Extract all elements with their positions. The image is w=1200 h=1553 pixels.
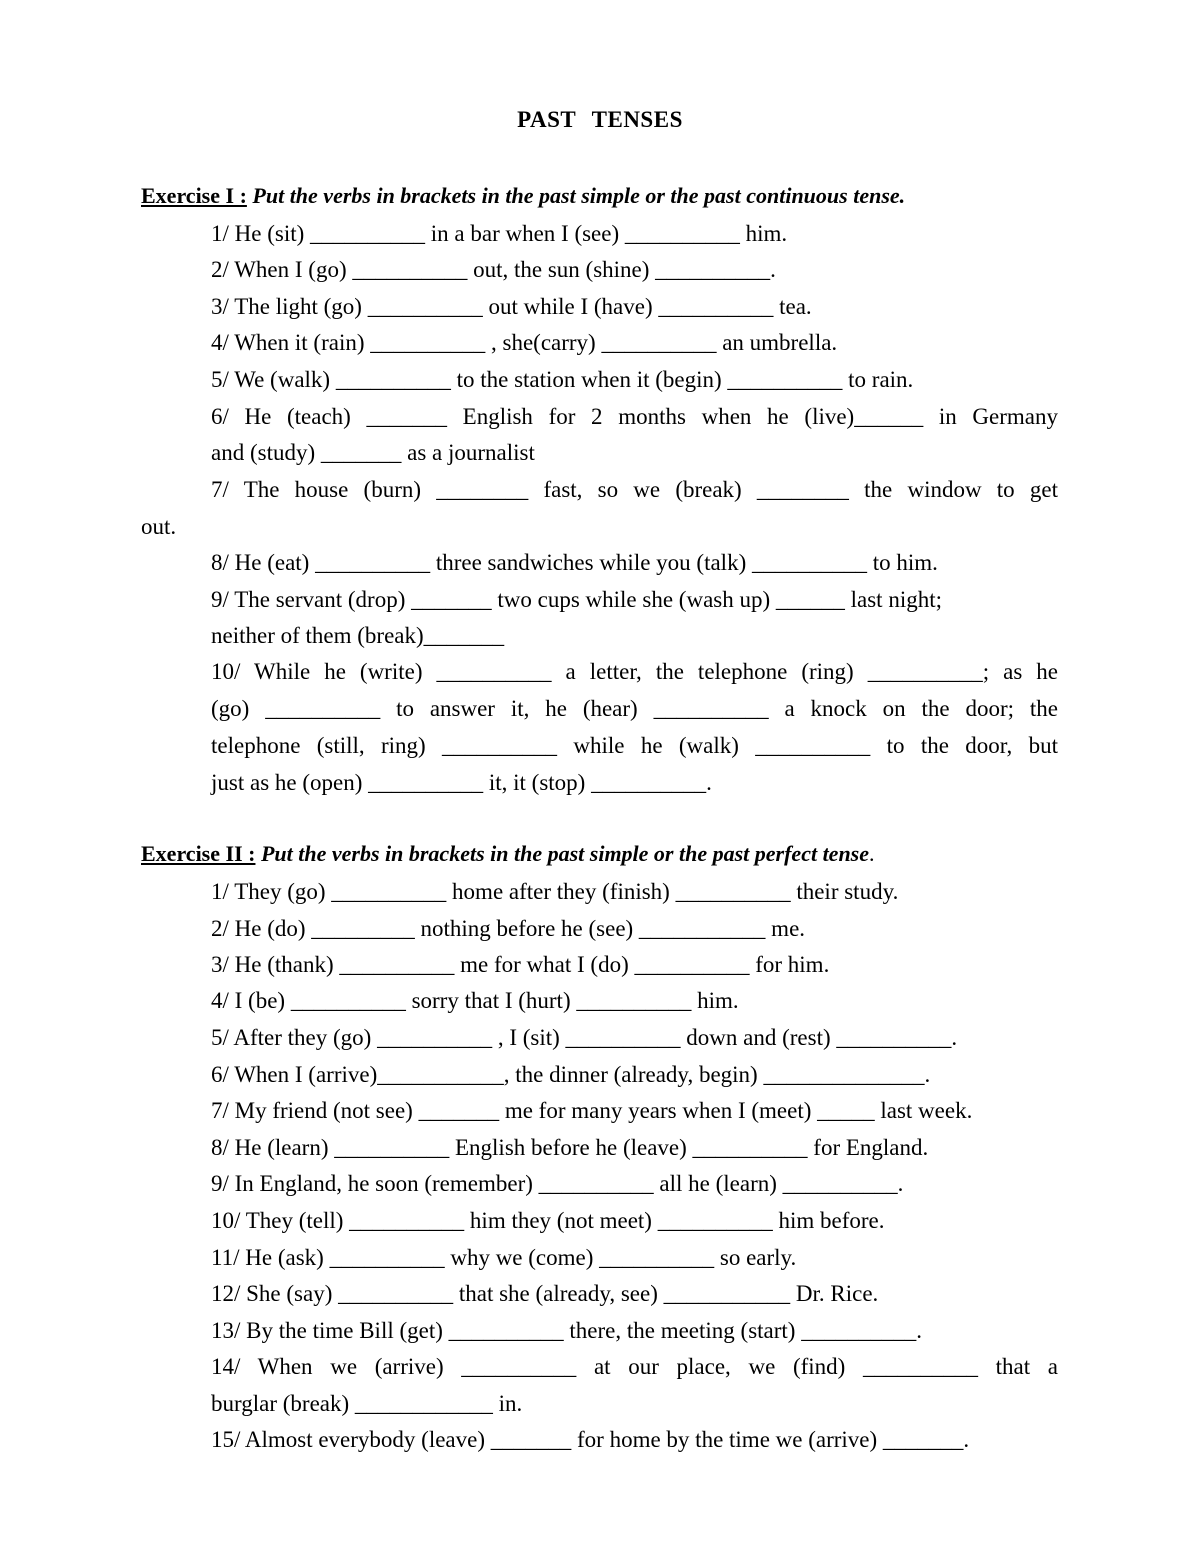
exercise-1-line: 5/ We (walk) __________ to the station when it (begin) __________ to rain. bbox=[211, 367, 914, 392]
exercise-2-line: 8/ He (learn) __________ English before he (leave) __________ for England. bbox=[211, 1135, 929, 1160]
exercise-1-line: and (study) _______ as a journalist bbox=[211, 440, 535, 465]
exercise-2-line: 2/ He (do) _________ nothing before he (see) ___________ me. bbox=[211, 916, 806, 941]
exercise-2-label: Exercise II : bbox=[141, 841, 256, 866]
exercise-2-line: 4/ I (be) __________ sorry that I (hurt) __________ him. bbox=[211, 988, 739, 1013]
exercise-1-line: 8/ He (eat) __________ three sandwiches while you (talk) __________ to him. bbox=[211, 550, 938, 575]
page-title: PAST TENSES bbox=[517, 107, 683, 132]
exercise-1-label: Exercise I : bbox=[141, 183, 247, 208]
exercise-1-line: 10/ While he (write) __________ a letter, the telephone (ring) __________; as he bbox=[211, 659, 1058, 684]
exercise-2-line: 13/ By the time Bill (get) __________ there, the meeting (start) __________. bbox=[211, 1318, 922, 1343]
exercise-2-line: 12/ She (say) __________ that she (already, see) ___________ Dr. Rice. bbox=[211, 1281, 879, 1306]
exercise-1-line: 6/ He (teach) _______ English for 2 months when he (live)______ in Germany bbox=[211, 404, 1058, 429]
exercise-2-line: 15/ Almost everybody (leave) _______ for home by the time we (arrive) _______. bbox=[211, 1427, 970, 1452]
exercise-2-line: 3/ He (thank) __________ me for what I (do) __________ for him. bbox=[211, 952, 830, 977]
exercise-1-line: 3/ The light (go) __________ out while I (have) __________ tea. bbox=[211, 294, 812, 319]
exercise-1-line: just as he (open) __________ it, it (stop) __________. bbox=[211, 770, 712, 795]
exercise-2-instruction-end: . bbox=[869, 841, 875, 866]
exercise-2-line: 14/ When we (arrive) __________ at our place, we (find) __________ that a bbox=[211, 1354, 1058, 1379]
exercise-1-line: neither of them (break)_______ bbox=[211, 623, 505, 648]
exercise-2-line: 9/ In England, he soon (remember) __________ all he (learn) __________. bbox=[211, 1171, 904, 1196]
exercise-2-line: 7/ My friend (not see) _______ me for many years when I (meet) _____ last week. bbox=[211, 1098, 973, 1123]
exercise-2-line: 5/ After they (go) __________ , I (sit) __________ down and (rest) __________. bbox=[211, 1025, 958, 1050]
exercise-1-instruction: Put the verbs in brackets in the past simple or the past continuous tense. bbox=[252, 183, 906, 208]
exercise-2-line: 10/ They (tell) __________ him they (not meet) __________ him before. bbox=[211, 1208, 885, 1233]
exercise-1-line: 7/ The house (burn) ________ fast, so we (break) ________ the window to get bbox=[211, 477, 1058, 502]
exercise-2-line: 1/ They (go) __________ home after they (finish) __________ their study. bbox=[211, 879, 899, 904]
exercise-1-line: out. bbox=[141, 514, 177, 539]
exercise-2-line: burglar (break) ____________ in. bbox=[211, 1391, 523, 1416]
exercise-1-line: telephone (still, ring) __________ while he (walk) __________ to the door, but bbox=[211, 733, 1058, 758]
exercise-1-line: 4/ When it (rain) __________ , she(carry) __________ an umbrella. bbox=[211, 330, 838, 355]
exercise-2-instruction: Put the verbs in brackets in the past simple or the past perfect tense bbox=[260, 841, 870, 866]
exercise-1-line: 9/ The servant (drop) _______ two cups while she (wash up) ______ last night; bbox=[211, 587, 942, 612]
exercise-2-line: 11/ He (ask) __________ why we (come) __________ so early. bbox=[211, 1245, 797, 1270]
exercise-1-line: 1/ He (sit) __________ in a bar when I (see) __________ him. bbox=[211, 221, 788, 246]
exercise-2-heading bbox=[141, 841, 875, 867]
exercise-1-line: 2/ When I (go) __________ out, the sun (shine) __________. bbox=[211, 257, 776, 282]
exercise-2-line: 6/ When I (arrive)___________, the dinner (already, begin) ______________. bbox=[211, 1062, 931, 1087]
exercise-1-heading bbox=[141, 183, 905, 209]
exercise-1-line: (go) __________ to answer it, he (hear) __________ a knock on the door; the bbox=[211, 696, 1058, 721]
